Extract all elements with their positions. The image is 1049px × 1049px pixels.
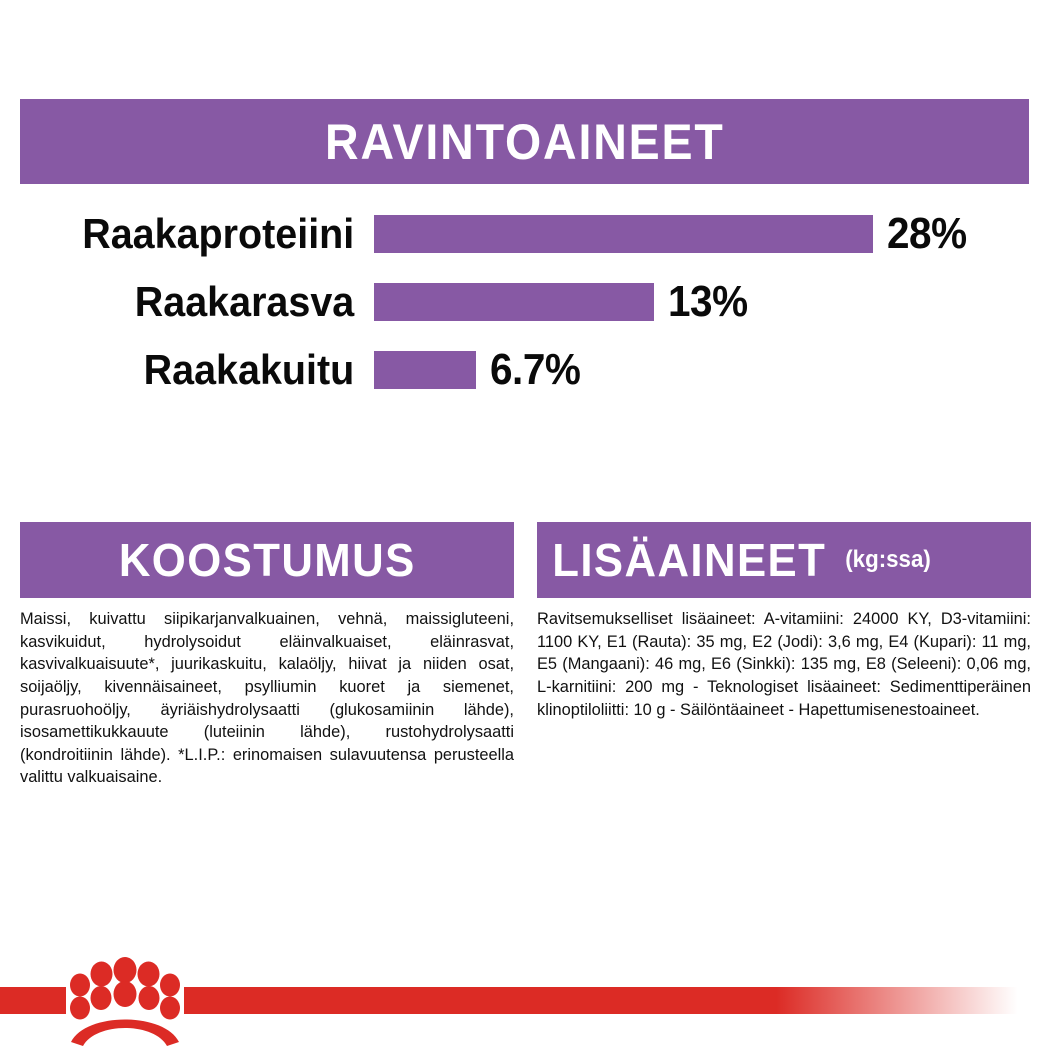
bar-label-raakakuitu: Raakakuitu bbox=[143, 346, 355, 393]
composition-banner-title: KOOSTUMUS bbox=[118, 534, 416, 586]
footer bbox=[0, 930, 1049, 1049]
bar-track bbox=[374, 209, 1049, 258]
bar-fill-raakaproteiini bbox=[374, 215, 873, 253]
additives-panel bbox=[537, 522, 1031, 721]
bar-fill-raakakuitu bbox=[374, 351, 476, 389]
composition-body-text: Maissi, kuivattu siipikarjanvalkuainen, vehnä, maissigluteeni, kasvikuidut, hydrolysoidut eläinvalkuaiset, eläinrasvat, kasvivalkuaisuute*, juurikaskuitu, kalaöljy, hiivat ja niiden osat, soijaöljy, kivennäisaineet, psylliumin kuoret ja siemenet, purasruohoöljy, äyriäishydrolysaatti (glukosamiinin lähde), isosamettikukkauute (luteiinin lähde), rustohydrolysaatti (kondroitiinin lähde). *L.I.P.: erinomaisen sulavuutensa perusteella valittu valkuaisaine. bbox=[20, 610, 514, 787]
nutrients-bar-chart bbox=[0, 205, 1049, 395]
crown-icon-svg bbox=[66, 950, 184, 1049]
composition-panel bbox=[20, 522, 514, 789]
bar-value-raakarasva: 13% bbox=[668, 277, 748, 326]
bar-fill-raakarasva bbox=[374, 283, 654, 321]
bar-track bbox=[374, 345, 1049, 394]
additives-banner-subtitle: (kg:ssa) bbox=[845, 546, 932, 573]
additives-banner bbox=[537, 522, 1031, 598]
additives-banner-title: LISÄAINEET bbox=[552, 534, 827, 586]
table-row bbox=[0, 205, 1049, 263]
bar-track bbox=[374, 277, 1049, 326]
royal-canin-crown-icon bbox=[66, 950, 184, 1049]
bar-label-raakaproteiini: Raakaproteiini bbox=[82, 210, 355, 257]
bar-label-raakarasva: Raakarasva bbox=[134, 278, 355, 325]
composition-banner bbox=[20, 522, 514, 598]
bar-value-raakakuitu: 6.7% bbox=[490, 345, 581, 394]
nutrients-banner bbox=[20, 99, 1029, 184]
additives-body-text: Ravitsemukselliset lisäaineet: A-vitamiini: 24000 KY, D3-vitamiini: 1100 KY, E1 (Rauta): 35 mg, E2 (Jodi): 3,6 mg, E4 (Kupari): 11 mg, E5 (Mangaani): 46 mg, E6 (Sinkki): 135 mg, E8 (Seleeni): 0,06 mg, L-karnitiini: 200 mg - Teknologiset lisäaineet: Sedimenttiperäinen klinoptiloliitti: 10 g - Säilöntäaineet - Hapettumisenestoaineet. bbox=[537, 610, 1031, 719]
bar-value-raakaproteiini: 28% bbox=[887, 209, 967, 258]
table-row bbox=[0, 273, 1049, 331]
nutrients-banner-title: RAVINTOAINEET bbox=[324, 113, 725, 170]
table-row bbox=[0, 341, 1049, 399]
